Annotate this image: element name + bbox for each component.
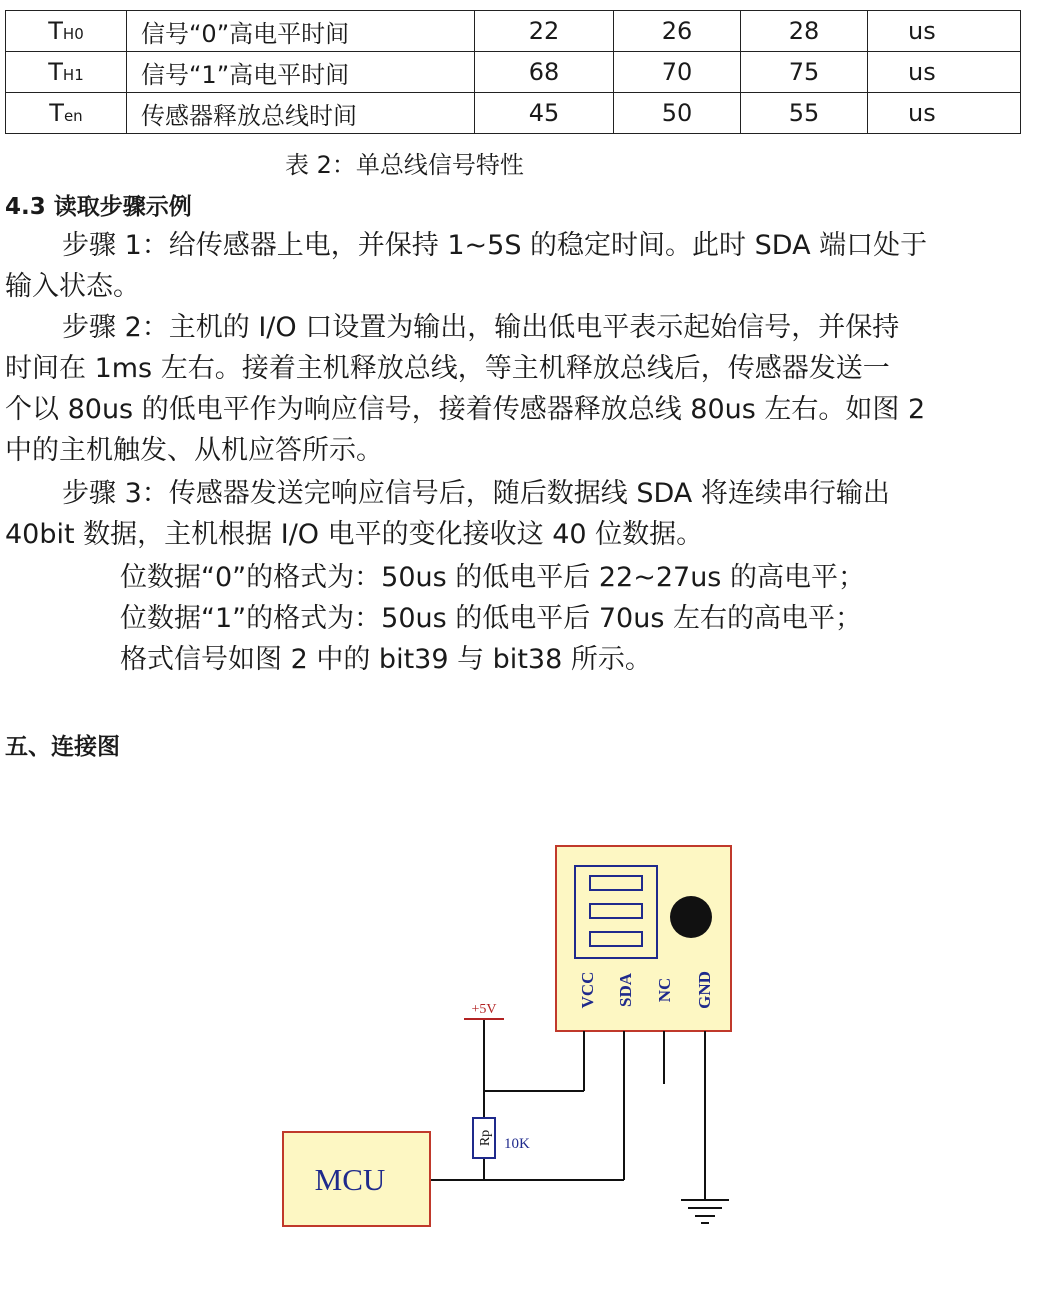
description-cell: 信号“0”高电平时间 [127, 11, 475, 52]
typ-cell: 70 [614, 52, 741, 93]
pullup-resistor [473, 1118, 530, 1158]
unit-cell: us [868, 52, 1021, 93]
symbol-cell: Ten [6, 93, 127, 134]
unit-cell: us [868, 11, 1021, 52]
max-cell: 75 [741, 52, 868, 93]
table-row [6, 52, 1021, 93]
step-3-paragraph: 步骤 3：传感器发送完响应信号后，随后数据线 SDA 将连续串行输出 40bit 数据，主机根据 I/O 电平的变化接收这 40 位数据。 [5, 478, 890, 550]
min-cell: 22 [475, 11, 614, 52]
table-row [6, 11, 1021, 52]
ground-icon [681, 1200, 729, 1223]
pin-label-nc: NC [655, 977, 674, 1003]
sensor-module [556, 846, 731, 1031]
supply-label: +5V [471, 1002, 497, 1017]
format-signal-note: 格式信号如图 2 中的 bit39 与 bit38 所示。 [120, 644, 652, 675]
sensor-hole [670, 896, 712, 938]
max-cell: 28 [741, 11, 868, 52]
symbol-cell: TH1 [6, 52, 127, 93]
pin-label-gnd: GND [695, 971, 714, 1009]
bit-0-format: 位数据“0”的格式为：50us 的低电平后 22~27us 的高电平； [120, 562, 865, 593]
pin-label-vcc: VCC [578, 971, 597, 1009]
bit-format-list [5, 557, 1037, 680]
mcu-block [283, 1132, 430, 1226]
step-2-paragraph: 步骤 2：主机的 I/O 口设置为输出，输出低电平表示起始信号，并保持 时间在 1ms 左右。接着主机释放总线，等主机释放总线后，传感器发送一 个以 80us 的低电平作为响应信号，接着传感器释放总线 80us 左右。如图 2 中的主机触发、从机应答所示。 [5, 312, 926, 466]
description-cell: 传感器释放总线时间 [127, 93, 475, 134]
resistor-value: 10K [504, 1136, 530, 1152]
section-heading-4-3: 4.3 读取步骤示例 [5, 194, 192, 220]
typ-cell: 50 [614, 93, 741, 134]
pin-label-sda: SDA [616, 972, 635, 1008]
min-cell: 68 [475, 52, 614, 93]
typ-cell: 26 [614, 11, 741, 52]
description-cell: 信号“1”高电平时间 [127, 52, 475, 93]
table-row [6, 93, 1021, 134]
table-caption: 表 2：单总线信号特性 [285, 151, 524, 179]
bit-1-format: 位数据“1”的格式为：50us 的低电平后 70us 左右的高电平； [120, 603, 862, 634]
mcu-label: MCU [314, 1162, 386, 1197]
supply-symbol [464, 1002, 504, 1019]
section-heading-5: 五、连接图 [5, 734, 120, 760]
step-1-paragraph: 步骤 1：给传感器上电，并保持 1~5S 的稳定时间。此时 SDA 端口处于 输入状态。 [5, 230, 928, 302]
wires [430, 1019, 705, 1200]
timing-table [5, 10, 1021, 134]
max-cell: 55 [741, 93, 868, 134]
resistor-label: Rp [478, 1129, 493, 1147]
connection-diagram [0, 790, 1039, 1290]
unit-cell: us [868, 93, 1021, 134]
symbol-cell: TH0 [6, 11, 127, 52]
min-cell: 45 [475, 93, 614, 134]
